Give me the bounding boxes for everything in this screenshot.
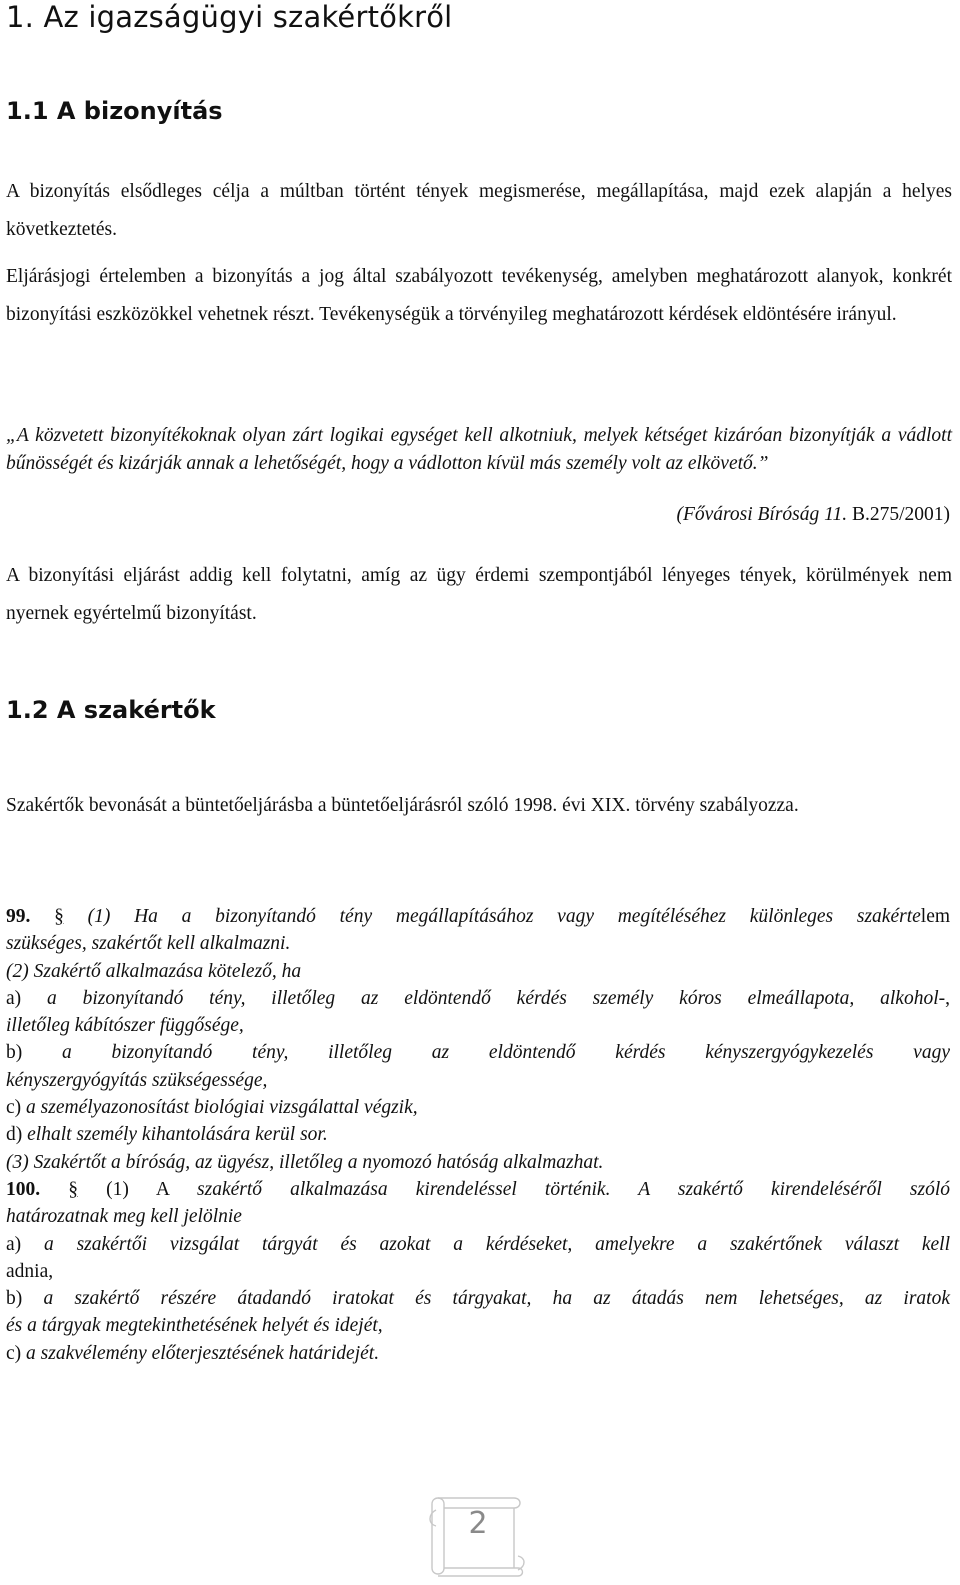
quote-source xyxy=(676,504,950,526)
chapter-heading: 1. Az igazságügyi szakértőkről xyxy=(6,0,453,34)
section-100-sign: § xyxy=(68,1178,78,1200)
law-line: szükséges, szakértőt kell alkalmazni. xyxy=(6,933,291,955)
law-excerpt xyxy=(6,903,950,1367)
law-item-c xyxy=(6,1094,950,1121)
section-99-para-1: (1) Ha a bizonyítandó tény megállapításához vagy megítéléséhez különleges szakérte xyxy=(87,906,921,927)
law-item-c2 xyxy=(6,1340,950,1367)
item-text: elhalt személy kihantolására kerül sor. xyxy=(27,1124,328,1146)
paragraph-szakertok-bevonasa: Szakértők bevonását a büntetőeljárásba a büntetőeljárásról szóló 1998. évi XIX. törvény szabályozza. xyxy=(6,795,799,816)
item-prefix: c) xyxy=(6,1342,27,1364)
law-line: határozatnak meg kell jelölnie xyxy=(6,1206,242,1228)
item-text-end: -, xyxy=(938,987,950,1009)
law-item-a-cont: illetőleg kábítószer függősége, xyxy=(6,1015,244,1037)
quote-source-court: (Fővárosi Bíróság 11. xyxy=(676,504,848,525)
law-line xyxy=(6,1176,950,1203)
section-99-number: 99. xyxy=(6,906,31,927)
paragraph-bizonyitasi-eljaras: A bizonyítási eljárást addig kell folytatni, amíg az ügy érdemi szempontjából lényeges tények, körülmények nem nyernek egyértelmű bizonyítást. xyxy=(6,565,952,624)
item-text: a szakértői vizsgálat tárgyát és azokat a kérdéseket, amelyekre a szakértőnek választ kell xyxy=(44,1233,950,1255)
item-text: a bizonyítandó tény, illetőleg az eldöntendő kérdés kényszergyógykezelés vagy xyxy=(62,1042,950,1064)
quote-source-case: B.275/2001) xyxy=(847,504,950,525)
section-99-para-1-tail: lem xyxy=(920,906,951,927)
law-item-b-cont: kényszergyógyítás szükségessége, xyxy=(6,1069,268,1091)
paragraph-bizonyitas-cel: A bizonyítás elsődleges célja a múltban történt tények megismerése, megállapítása, majd ezek alapján a helyes következtetés. xyxy=(6,181,952,240)
quote-kozvetett-bizonyitekok: „A közvetett bizonyítékoknak olyan zárt logikai egységet kell alkotniuk, melyek kétséget kizáróan bizonyítják a vádlott bűnösségét és kizárják annak a lehetőségét, hogy a vádlotton kívül más személy volt az elkövető.” xyxy=(6,425,952,474)
item-prefix: b) xyxy=(6,1042,63,1064)
item-text: a szakértő részére átadandó iratokat és tárgyakat, ha az átadás nem lehetséges, az iratok xyxy=(43,1288,950,1310)
section-100-para-1: szakértő alkalmazása kirendeléssel történik. A szakértő kirendeléséről szóló xyxy=(197,1178,951,1200)
item-prefix: d) xyxy=(6,1124,28,1146)
item-prefix: a) xyxy=(6,987,47,1009)
section-heading-szakertok: 1.2 A szakértők xyxy=(6,696,216,724)
item-text: a bizonyítandó tény, illetőleg az eldöntendő kérdés személy kóros elmeállapota, alkohol xyxy=(47,987,939,1009)
item-prefix: c) xyxy=(6,1097,27,1119)
law-item-a xyxy=(6,985,950,1012)
law-item-d xyxy=(6,1121,950,1148)
item-text: a személyazonosítást biológiai vizsgálattal végzik, xyxy=(26,1097,418,1119)
law-item-b2-cont: és a tárgyak megtekinthetésének helyét és idejét, xyxy=(6,1315,383,1337)
law-line xyxy=(6,903,950,930)
paragraph-eljarasjogi: Eljárásjogi értelemben a bizonyítás a jog által szabályozott tevékenység, amelyben meghatározott alanyok, konkrét bizonyítási eszközökkel vehetnek részt. Tevékenységük a törvényileg meghatározott kérdések eldöntésére irányul. xyxy=(6,266,952,325)
page-number-badge xyxy=(418,1490,538,1582)
page-number: 2 xyxy=(468,1506,488,1541)
item-prefix: b) xyxy=(6,1288,44,1310)
section-99-sign: § xyxy=(54,906,64,927)
law-item-a2-cont: adnia, xyxy=(6,1260,54,1282)
section-99-para-3: (3) Szakértőt a bíróság, az ügyész, illetőleg a nyomozó hatóság alkalmazhat. xyxy=(6,1151,604,1173)
law-item-b2 xyxy=(6,1285,950,1312)
section-100-para-1-lead: (1) A xyxy=(78,1178,198,1200)
item-text: a szakvélemény előterjesztésének határidejét. xyxy=(26,1342,380,1364)
law-item-b xyxy=(6,1039,950,1066)
section-100-number: 100. xyxy=(6,1178,41,1200)
section-heading-bizonyitas: 1.1 A bizonyítás xyxy=(6,97,223,125)
law-item-a2 xyxy=(6,1231,950,1258)
item-prefix: a) xyxy=(6,1233,44,1255)
section-99-para-2: (2) Szakértő alkalmazása kötelező, ha xyxy=(6,960,302,982)
